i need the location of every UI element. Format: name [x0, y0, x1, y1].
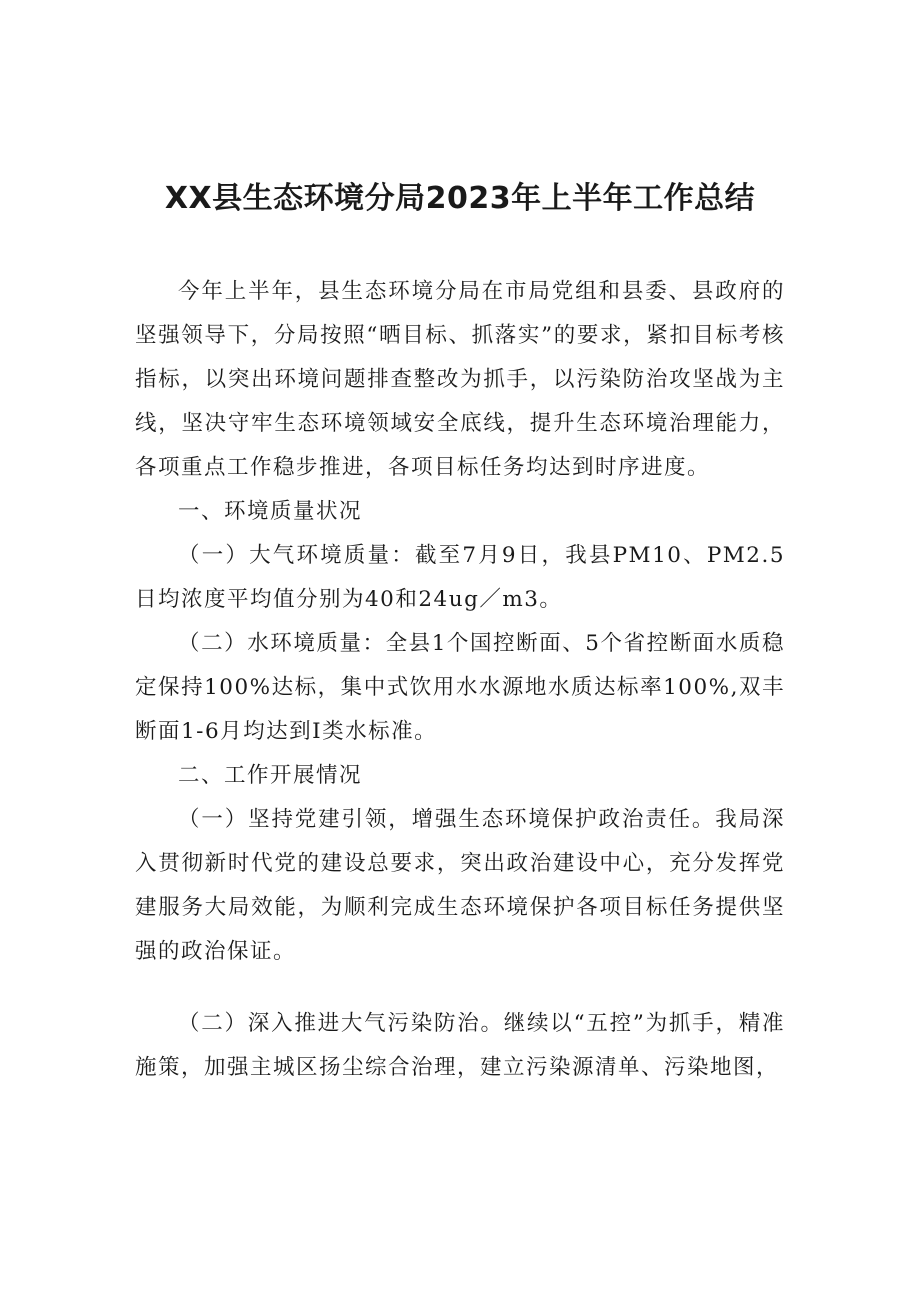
- intro-paragraph: 今年上半年，县生态环境分局在市局党组和县委、县政府的坚强领导下，分局按照“晒目标、抓落实”的要求，紧扣目标考核指标，以突出环境问题排查整改为抓手，以污染防治攻坚战为主线，坚决守牢生态环境领域安全底线，提升生态环境治理能力，各项重点工作稳步推进，各项目标任务均达到时序进度。: [135, 279, 785, 480]
- document-body: [135, 270, 785, 1090]
- water-quality-paragraph: （二）水环境质量：全县1个国控断面、5个省控断面水质稳定保持100%达标，集中式饮用水水源地水质达标率100%,双丰断面1-6月均达到Ⅰ类水标准。: [135, 631, 785, 744]
- air-pollution-paragraph: （二）深入推进大气污染防治。继续以“五控”为抓手，精准施策，加强主城区扬尘综合治理，建立污染源清单、污染地图，: [135, 1011, 785, 1080]
- section-heading-work-progress: 二、工作开展情况: [178, 763, 363, 788]
- document-title: XX县生态环境分局2023年上半年工作总结: [164, 181, 756, 216]
- party-building-paragraph: （一）坚持党建引领，增强生态环境保护政治责任。我局深入贯彻新时代党的建设总要求，突出政治建设中心，充分发挥党建服务大局效能，为顺利完成生态环境保护各项目标任务提供坚强的政治保证。: [135, 807, 785, 964]
- air-quality-paragraph: （一）大气环境质量：截至7月9日，我县PM10、PM2.5日均浓度平均值分别为40和24ug／m3。: [135, 543, 785, 612]
- section-heading-environment-quality: 一、环境质量状况: [178, 499, 363, 524]
